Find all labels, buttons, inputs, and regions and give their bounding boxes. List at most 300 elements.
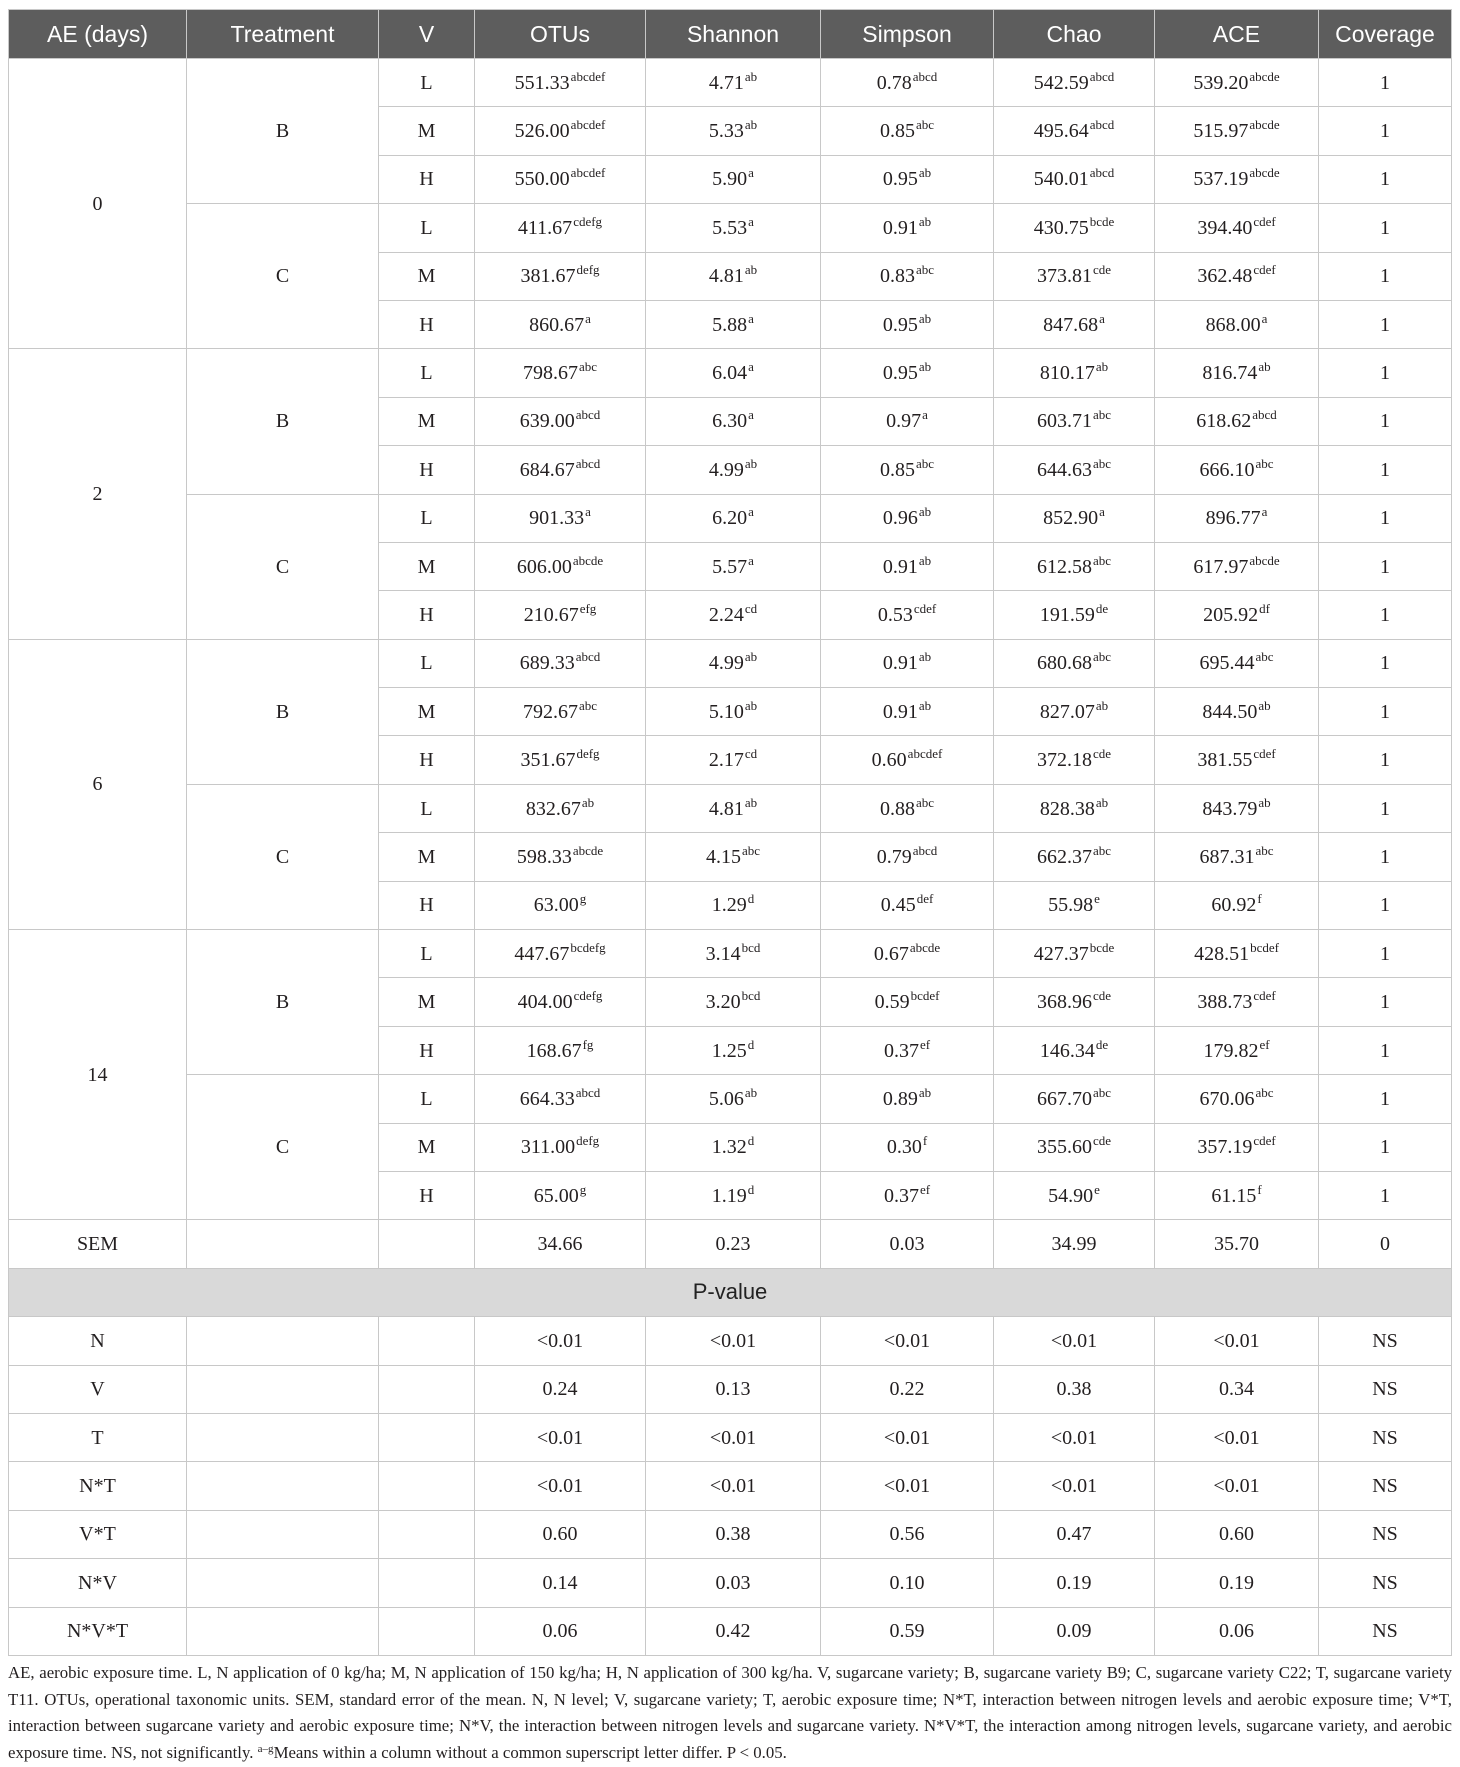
simpson-p-value-cell-content xyxy=(890,1573,925,1593)
p-value-effect-label-cell xyxy=(9,1511,186,1558)
simpson-cell-value: 0.91 xyxy=(882,652,918,675)
otus-cell-superscript: defg xyxy=(576,262,600,278)
shannon-cell-value: 4.81 xyxy=(708,797,744,820)
ace-cell-superscript: a xyxy=(1261,310,1268,326)
otus-cell-superscript: bcdefg xyxy=(570,939,606,955)
treatment-cell-value: C xyxy=(275,555,290,578)
p-value-effect-label-cell-value: N*T xyxy=(79,1475,116,1498)
otus-cell-superscript: a xyxy=(585,504,591,520)
ace-cell-content xyxy=(1197,988,1276,1014)
coverage-cell xyxy=(1319,204,1451,251)
shannon-cell-content xyxy=(712,504,754,530)
simpson-cell-content xyxy=(879,117,935,143)
ace-cell-superscript: ab xyxy=(1258,697,1271,713)
v-level-cell-value: L xyxy=(420,216,433,239)
otus-cell-superscript: cdefg xyxy=(573,988,603,1004)
shannon-cell-value: 5.90 xyxy=(712,168,748,191)
shannon-cell-value: 6.20 xyxy=(712,507,748,530)
shannon-cell xyxy=(646,495,820,542)
chao-cell-superscript: abc xyxy=(1092,455,1112,471)
shannon-cell xyxy=(646,882,820,929)
v-level-cell-content xyxy=(419,1186,433,1206)
p-value-effect-label-cell-value: N*V xyxy=(78,1571,117,1594)
chao-cell-superscript: bcde xyxy=(1089,213,1115,229)
v-level-cell-value: H xyxy=(419,1184,434,1207)
sem-label-cell-content xyxy=(77,1234,118,1254)
v-level-cell xyxy=(379,495,474,542)
shannon-cell-content xyxy=(712,552,754,578)
ace-cell xyxy=(1155,495,1318,542)
coverage-cell xyxy=(1319,107,1451,154)
ace-cell xyxy=(1155,253,1318,300)
shannon-p-value-cell-value: 0.13 xyxy=(715,1378,751,1401)
otus-p-value-cell xyxy=(475,1559,645,1606)
simpson-cell-value: 0.83 xyxy=(879,265,915,288)
simpson-cell-superscript: abc xyxy=(915,117,935,133)
simpson-p-value-cell-content xyxy=(890,1621,925,1641)
chao-cell xyxy=(994,688,1154,735)
chao-p-value-cell xyxy=(994,1511,1154,1558)
v-level-cell-content xyxy=(420,73,432,93)
sem-label-cell xyxy=(9,1220,186,1267)
chao-p-value-cell-value: <0.01 xyxy=(1050,1426,1098,1449)
chao-cell-value: 828.38 xyxy=(1039,797,1095,820)
ace-cell xyxy=(1155,640,1318,687)
chao-cell-value: 54.90 xyxy=(1048,1184,1094,1207)
shannon-cell-value: 1.32 xyxy=(711,1136,747,1159)
ace-cell-superscript: abcde xyxy=(1249,117,1280,133)
shannon-p-value-cell xyxy=(646,1414,820,1461)
v-level-cell-content xyxy=(418,557,436,577)
simpson-cell-superscript: f xyxy=(922,1133,928,1149)
chao-cell-superscript: a xyxy=(1099,504,1105,520)
coverage-cell xyxy=(1319,688,1451,735)
v-level-cell-content xyxy=(418,847,436,867)
simpson-cell-superscript: ef xyxy=(919,1181,931,1197)
shannon-cell-value: 5.06 xyxy=(708,1087,744,1110)
chao-cell-content xyxy=(1036,552,1112,578)
ace-cell-superscript: ab xyxy=(1258,359,1271,375)
simpson-cell-superscript: abc xyxy=(915,794,935,810)
otus-p-value-cell-value: <0.01 xyxy=(536,1329,584,1352)
ae-days-cell xyxy=(9,640,186,929)
empty-cell xyxy=(187,1220,378,1267)
otus-p-value-cell xyxy=(475,1366,645,1413)
treatment-cell-value: B xyxy=(275,700,290,723)
shannon-cell-content xyxy=(708,455,758,481)
coverage-cell-content xyxy=(1380,895,1390,915)
otus-cell-content xyxy=(519,407,601,433)
chao-cell-content xyxy=(1036,842,1112,868)
v-level-cell-content xyxy=(418,702,436,722)
ace-p-value-cell xyxy=(1155,1511,1318,1558)
treatment-cell-value: C xyxy=(275,845,290,868)
treatment-cell xyxy=(187,785,378,929)
simpson-cell xyxy=(821,156,993,203)
v-level-cell xyxy=(379,446,474,493)
shannon-cell xyxy=(646,398,820,445)
ace-cell-superscript: abc xyxy=(1255,842,1274,858)
ace-cell-superscript: f xyxy=(1257,891,1262,907)
alpha-diversity-table xyxy=(8,9,1452,1656)
simpson-cell-content xyxy=(886,1133,928,1159)
otus-cell-content xyxy=(529,504,591,530)
v-level-cell xyxy=(379,543,474,590)
simpson-cell-superscript: ab xyxy=(918,213,932,229)
simpson-cell xyxy=(821,785,993,832)
p-value-effect-label-cell xyxy=(9,1608,186,1655)
coverage-cell xyxy=(1319,156,1451,203)
ace-cell xyxy=(1155,398,1318,445)
simpson-cell-superscript: cdef xyxy=(913,600,937,616)
chao-p-value-cell-value: 0.19 xyxy=(1056,1571,1092,1594)
chao-cell-value: 680.68 xyxy=(1036,652,1092,675)
shannon-cell xyxy=(646,1124,820,1171)
simpson-cell-content xyxy=(871,746,943,772)
p-value-effect-label-cell xyxy=(9,1559,186,1606)
chao-cell-superscript: abc xyxy=(1092,649,1112,665)
chao-p-value-cell xyxy=(994,1608,1154,1655)
v-level-cell-value: M xyxy=(417,265,436,288)
shannon-cell-value: 4.71 xyxy=(708,71,744,94)
chao-p-value-cell xyxy=(994,1317,1154,1364)
simpson-cell-value: 0.95 xyxy=(882,313,918,336)
chao-cell xyxy=(994,446,1154,493)
otus-cell xyxy=(475,1172,645,1219)
otus-cell xyxy=(475,882,645,929)
shannon-cell-superscript: a xyxy=(748,165,754,181)
otus-cell-content xyxy=(514,939,606,965)
simpson-cell-content xyxy=(882,213,932,239)
shannon-cell-value: 2.17 xyxy=(708,749,744,772)
ae-days-cell-content xyxy=(93,774,103,794)
chao-cell-superscript: ab xyxy=(1095,697,1109,713)
otus-cell xyxy=(475,349,645,396)
shannon-cell-value: 5.53 xyxy=(712,216,748,239)
simpson-cell-content xyxy=(879,455,935,481)
v-level-cell-value: M xyxy=(417,1136,436,1159)
simpson-cell-content xyxy=(880,891,934,917)
ace-cell-content xyxy=(1199,455,1274,481)
shannon-cell-superscript: d xyxy=(747,1181,755,1197)
v-level-cell xyxy=(379,930,474,977)
p-value-effect-label-cell xyxy=(9,1462,186,1509)
shannon-cell xyxy=(646,59,820,106)
coverage-cell-content xyxy=(1380,1041,1390,1061)
chao-cell-content xyxy=(1033,68,1115,94)
shannon-p-value-cell xyxy=(646,1462,820,1509)
shannon-p-value-cell xyxy=(646,1559,820,1606)
ace-cell-value: 843.79 xyxy=(1202,797,1258,820)
coverage-cell-content xyxy=(1380,653,1390,673)
ace-cell-superscript: df xyxy=(1259,600,1270,616)
otus-cell xyxy=(475,398,645,445)
otus-cell-content xyxy=(522,697,598,723)
treatment-cell xyxy=(187,495,378,639)
shannon-cell xyxy=(646,301,820,348)
otus-cell xyxy=(475,156,645,203)
otus-cell-content xyxy=(526,1036,594,1062)
coverage-cell-value: 1 xyxy=(1380,749,1390,772)
chao-cell xyxy=(994,398,1154,445)
simpson-sem-cell-content xyxy=(890,1234,925,1254)
otus-cell-value: 351.67 xyxy=(520,749,576,772)
shannon-cell-content xyxy=(711,891,755,917)
coverage-sem-cell xyxy=(1319,1220,1451,1267)
ace-cell-content xyxy=(1202,794,1271,820)
shannon-cell-superscript: ab xyxy=(744,697,758,713)
coverage-cell xyxy=(1319,446,1451,493)
simpson-cell-superscript: abcd xyxy=(912,68,938,84)
otus-cell-value: 689.33 xyxy=(519,652,575,675)
simpson-cell-value: 0.30 xyxy=(886,1136,922,1159)
otus-cell-content xyxy=(525,794,595,820)
otus-cell xyxy=(475,253,645,300)
treatment-cell-content xyxy=(276,702,289,722)
shannon-cell xyxy=(646,1075,820,1122)
ae-days-cell xyxy=(9,930,186,1219)
ace-cell xyxy=(1155,301,1318,348)
otus-p-value-cell-content xyxy=(543,1524,578,1544)
ace-cell-content xyxy=(1203,1036,1270,1062)
ace-cell-value: 687.31 xyxy=(1199,845,1255,868)
ace-cell-content xyxy=(1203,600,1270,626)
coverage-cell-content xyxy=(1380,557,1390,577)
coverage-cell-value: 1 xyxy=(1380,1087,1390,1110)
coverage-cell xyxy=(1319,785,1451,832)
chao-cell-value: 355.60 xyxy=(1036,1136,1092,1159)
simpson-cell xyxy=(821,543,993,590)
otus-cell-superscript: abcd xyxy=(575,407,601,423)
chao-p-value-cell xyxy=(994,1462,1154,1509)
v-level-cell xyxy=(379,978,474,1025)
coverage-cell xyxy=(1319,1027,1451,1074)
ace-cell-value: 539.20 xyxy=(1193,71,1249,94)
chao-cell xyxy=(994,349,1154,396)
coverage-cell-content xyxy=(1380,411,1390,431)
coverage-p-value-cell-value: NS xyxy=(1372,1523,1398,1546)
shannon-cell xyxy=(646,156,820,203)
coverage-p-value-cell-value: NS xyxy=(1372,1378,1398,1401)
simpson-cell-content xyxy=(883,1036,931,1062)
chao-cell-content xyxy=(1036,746,1112,772)
coverage-cell-value: 1 xyxy=(1380,458,1390,481)
simpson-cell-content xyxy=(882,1084,932,1110)
simpson-cell-superscript: ab xyxy=(918,165,932,181)
coverage-cell-value: 1 xyxy=(1380,603,1390,626)
simpson-cell-superscript: abcdef xyxy=(907,746,943,762)
simpson-cell-value: 0.85 xyxy=(879,120,915,143)
v-level-cell-content xyxy=(419,315,433,335)
shannon-cell-content xyxy=(708,649,758,675)
v-level-cell xyxy=(379,785,474,832)
p-value-effect-label-cell-value: N xyxy=(90,1329,105,1352)
otus-p-value-cell-content xyxy=(537,1331,583,1351)
shannon-cell-superscript: bcd xyxy=(741,988,761,1004)
simpson-cell xyxy=(821,349,993,396)
otus-cell-value: 901.33 xyxy=(529,507,585,530)
ae-days-cell-value: 6 xyxy=(92,773,103,796)
ace-cell-superscript: abcde xyxy=(1249,552,1280,568)
ace-cell-value: 362.48 xyxy=(1197,265,1253,288)
ace-cell xyxy=(1155,1027,1318,1074)
otus-cell-value: 551.33 xyxy=(514,71,570,94)
chao-p-value-cell xyxy=(994,1366,1154,1413)
otus-p-value-cell xyxy=(475,1462,645,1509)
ace-cell xyxy=(1155,543,1318,590)
otus-cell-content xyxy=(522,359,598,385)
v-level-cell-content xyxy=(419,605,433,625)
shannon-cell-content xyxy=(708,794,758,820)
chao-cell-superscript: abcd xyxy=(1089,68,1115,84)
shannon-cell xyxy=(646,736,820,783)
chao-cell xyxy=(994,882,1154,929)
otus-p-value-cell-value: 0.24 xyxy=(542,1378,578,1401)
shannon-cell-value: 3.20 xyxy=(705,991,741,1014)
ace-cell-value: 844.50 xyxy=(1202,700,1258,723)
v-level-cell-content xyxy=(420,799,432,819)
chao-cell-superscript: cde xyxy=(1092,1133,1112,1149)
otus-cell xyxy=(475,1027,645,1074)
otus-cell-value: 860.67 xyxy=(529,313,585,336)
ace-cell-superscript: abc xyxy=(1255,1084,1274,1100)
otus-cell-superscript: a xyxy=(585,310,591,326)
p-value-effect-label-cell-content xyxy=(90,1331,104,1351)
ace-p-value-cell-content xyxy=(1219,1379,1254,1399)
otus-cell xyxy=(475,785,645,832)
column-header-simpson: Simpson xyxy=(821,10,993,58)
simpson-cell-superscript: abc xyxy=(915,455,935,471)
chao-cell-content xyxy=(1036,649,1112,675)
chao-cell-superscript: abcd xyxy=(1089,165,1115,181)
v-level-cell-value: M xyxy=(417,845,436,868)
shannon-cell xyxy=(646,1172,820,1219)
coverage-sem-cell-value: 0 xyxy=(1380,1233,1390,1256)
chao-cell xyxy=(994,495,1154,542)
chao-sem-cell-content xyxy=(1052,1234,1097,1254)
treatment-cell xyxy=(187,204,378,348)
ae-days-cell-value: 2 xyxy=(92,483,103,506)
simpson-p-value-cell xyxy=(821,1317,993,1364)
chao-cell xyxy=(994,253,1154,300)
ace-cell xyxy=(1155,978,1318,1025)
v-level-cell-value: L xyxy=(420,797,433,820)
otus-cell-content xyxy=(519,649,601,675)
chao-cell xyxy=(994,301,1154,348)
ace-cell-content xyxy=(1211,891,1262,917)
chao-p-value-cell-content xyxy=(1051,1331,1097,1351)
chao-cell-superscript: cde xyxy=(1092,262,1112,278)
ace-cell-content xyxy=(1193,552,1280,578)
chao-p-value-cell-value: <0.01 xyxy=(1050,1475,1098,1498)
otus-cell-superscript: g xyxy=(579,1181,587,1197)
coverage-cell-content xyxy=(1380,1137,1390,1157)
otus-p-value-cell-content xyxy=(537,1428,583,1448)
coverage-cell xyxy=(1319,301,1451,348)
coverage-cell-content xyxy=(1380,73,1390,93)
ace-cell-value: 394.40 xyxy=(1197,216,1253,239)
simpson-cell xyxy=(821,253,993,300)
chao-cell-value: 427.37 xyxy=(1033,942,1089,965)
simpson-cell-content xyxy=(882,504,932,530)
simpson-cell-content xyxy=(882,697,932,723)
chao-cell-superscript: bcde xyxy=(1089,939,1115,955)
p-value-effect-label-cell-value: T xyxy=(91,1426,104,1449)
otus-cell-content xyxy=(533,1181,587,1207)
coverage-cell xyxy=(1319,1075,1451,1122)
simpson-cell-value: 0.91 xyxy=(882,555,918,578)
shannon-cell-value: 4.81 xyxy=(708,265,744,288)
coverage-p-value-cell-content xyxy=(1372,1331,1398,1351)
otus-cell-superscript: abcdef xyxy=(570,165,606,181)
coverage-p-value-cell-value: NS xyxy=(1372,1620,1398,1643)
shannon-p-value-cell-value: 0.42 xyxy=(715,1620,751,1643)
otus-cell-superscript: abcde xyxy=(572,552,604,568)
coverage-p-value-cell-content xyxy=(1372,1379,1398,1399)
chao-cell-superscript: abc xyxy=(1092,552,1112,568)
simpson-cell-content xyxy=(882,359,932,385)
shannon-cell-content xyxy=(711,1133,755,1159)
chao-cell-superscript: abc xyxy=(1092,1084,1112,1100)
ace-p-value-cell xyxy=(1155,1608,1318,1655)
v-level-cell xyxy=(379,301,474,348)
ace-sem-cell xyxy=(1155,1220,1318,1267)
shannon-cell xyxy=(646,446,820,493)
ace-cell-value: 816.74 xyxy=(1202,362,1258,385)
shannon-cell xyxy=(646,591,820,638)
chao-cell xyxy=(994,591,1154,638)
otus-cell-value: 550.00 xyxy=(514,168,570,191)
ae-days-cell-value: 0 xyxy=(92,192,103,215)
empty-cell xyxy=(379,1414,474,1461)
coverage-cell-content xyxy=(1380,750,1390,770)
column-header-treatment: Treatment xyxy=(187,10,378,58)
simpson-cell xyxy=(821,1172,993,1219)
simpson-cell-content xyxy=(882,310,932,336)
simpson-cell-value: 0.85 xyxy=(879,458,915,481)
otus-cell xyxy=(475,446,645,493)
empty-cell xyxy=(187,1366,378,1413)
v-level-cell-content xyxy=(419,1041,433,1061)
coverage-p-value-cell xyxy=(1319,1511,1451,1558)
coverage-p-value-cell-value: NS xyxy=(1372,1571,1398,1594)
coverage-cell-content xyxy=(1380,315,1390,335)
shannon-p-value-cell-value: <0.01 xyxy=(709,1475,757,1498)
v-level-cell-value: H xyxy=(419,313,434,336)
chao-cell-content xyxy=(1039,697,1109,723)
coverage-cell xyxy=(1319,495,1451,542)
otus-cell-value: 606.00 xyxy=(516,555,572,578)
coverage-p-value-cell-value: NS xyxy=(1372,1475,1398,1498)
p-value-effect-label-cell xyxy=(9,1317,186,1364)
shannon-cell-content xyxy=(712,165,754,191)
simpson-cell-superscript: ab xyxy=(918,504,932,520)
simpson-cell-value: 0.88 xyxy=(879,797,915,820)
ace-p-value-cell-value: <0.01 xyxy=(1213,1475,1260,1498)
ace-cell xyxy=(1155,930,1318,977)
simpson-cell-superscript: ef xyxy=(919,1036,931,1052)
column-header-coverage: Coverage xyxy=(1319,10,1451,58)
coverage-p-value-cell xyxy=(1319,1462,1451,1509)
v-level-cell xyxy=(379,1124,474,1171)
ace-cell-superscript: cdef xyxy=(1253,213,1276,229)
chao-cell-value: 495.64 xyxy=(1033,120,1089,143)
chao-cell-content xyxy=(1043,504,1105,530)
ace-cell-superscript: cdef xyxy=(1253,746,1276,762)
chao-p-value-cell xyxy=(994,1414,1154,1461)
v-level-cell-value: M xyxy=(417,700,436,723)
chao-p-value-cell-content xyxy=(1051,1428,1097,1448)
